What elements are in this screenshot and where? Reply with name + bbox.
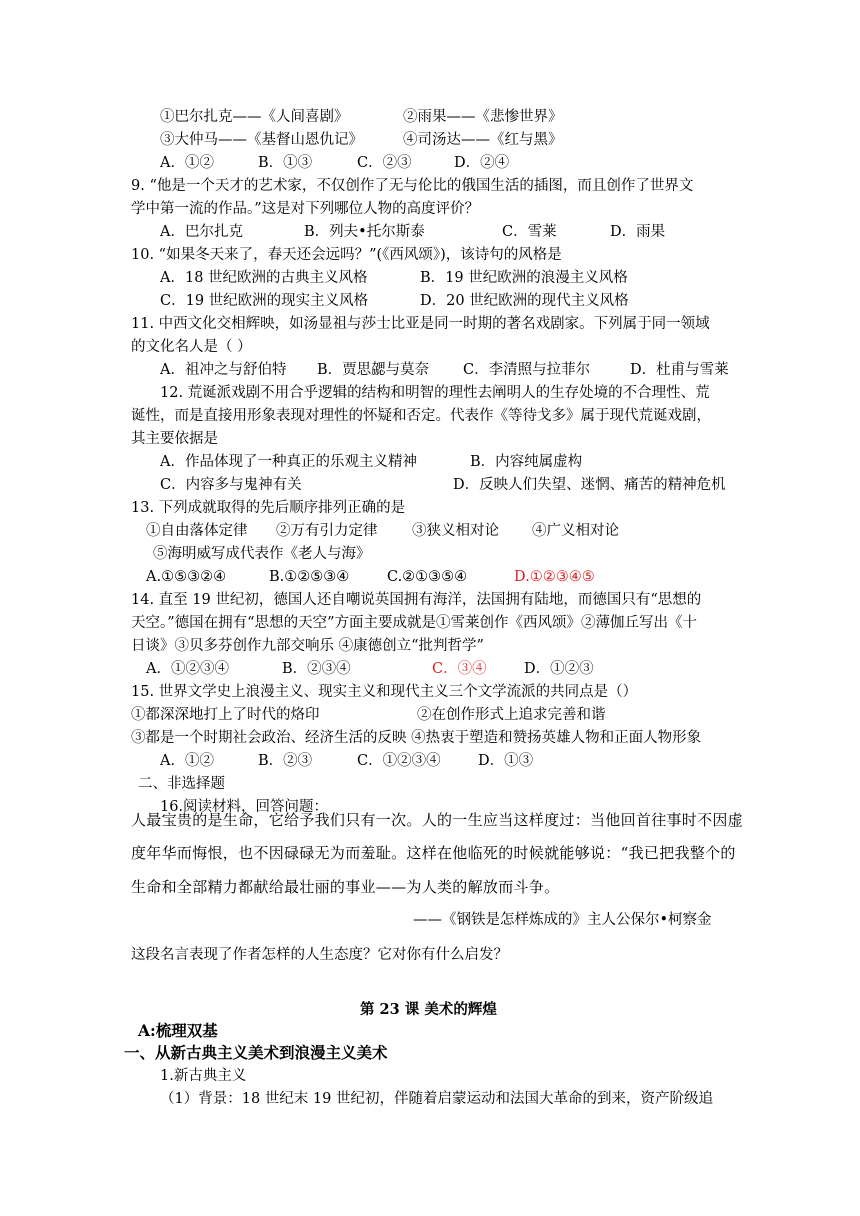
q14-option-c-answer: C．③④: [432, 661, 487, 677]
section-2-heading: 二、非选择题: [138, 776, 225, 792]
q11-option-a: A．祖冲之与舒伯特: [160, 362, 287, 378]
q12-option-b: B．内容纯属虚构: [470, 454, 583, 470]
q13-option-a: A.①⑤③②④: [146, 569, 227, 585]
q10-option-c: C．19 世纪欧洲的现实主义风格: [160, 293, 369, 309]
q13-option-b: B.①②⑤③④: [269, 569, 350, 585]
q13-item-2: ②万有引力定律: [276, 523, 378, 539]
q13-item-1: ①自由落体定律: [146, 523, 248, 539]
q15-option-a: A．①②: [160, 753, 214, 769]
q12-option-a: A．作品体现了一种真正的乐观主义精神: [160, 454, 417, 470]
q14-option-d: D．①②③: [524, 661, 594, 677]
subsection-1-heading: 1.新古典主义: [160, 1068, 247, 1084]
q15-item-2: ②在创作形式上追求完善和谐: [417, 707, 606, 723]
q14-option-b: B．②③④: [282, 661, 351, 677]
q15-option-b: B．②③: [258, 753, 313, 769]
q10-option-a: A．18 世纪欧洲的古典主义风格: [160, 270, 368, 286]
q9-option-b: B．列夫•托尔斯泰: [304, 224, 425, 240]
q9-option-a: A．巴尔扎克: [160, 224, 243, 240]
q11-stem-line-2: 的文化名人是（ ）: [131, 339, 252, 355]
q12-stem-line-3: 其主要依据是: [131, 431, 218, 447]
q8-option-c: C．②③: [357, 155, 412, 171]
q15-stem: 15. 世界文学史上浪漫主义、现实主义和现代主义三个文学流派的共同点是（）: [131, 684, 638, 700]
quote-attribution: ——《钢铁是怎样炼成的》主人公保尔•柯察金: [413, 912, 712, 928]
quote-line-3: 生命和全部精力都献给最壮丽的事业——为人类的解放而斗争。: [131, 878, 560, 896]
q15-item-3-4: ③都是一个时期社会政治、经济生活的反映 ④热衷于塑造和赞扬英雄人物和正面人物形象: [131, 730, 702, 746]
q16-question: 这段名言表现了作者怎样的人生态度？它对你有什么启发？: [131, 947, 508, 963]
part-a-heading: A:梳理双基: [138, 1021, 218, 1040]
q15-item-1: ①都深深地打上了时代的烙印: [131, 707, 320, 723]
q9-option-c: C．雪莱: [502, 224, 557, 240]
q12-stem-line-1: 12. 荒诞派戏剧不用合乎逻辑的结构和明智的理性去阐明人的生存处境的不合理性、荒: [160, 385, 710, 401]
q11-stem-line-1: 11. 中西文化交相辉映，如汤显祖与莎士比亚是同一时期的著名戏剧家。下列属于同一领域: [131, 316, 710, 332]
q8-option-b: B．①③: [258, 155, 313, 171]
q13-option-d-answer: [514, 567, 595, 587]
q8-item-1: ①巴尔扎克——《人间喜剧》: [160, 109, 349, 125]
q12-option-c: C．内容多与鬼神有关: [160, 477, 302, 493]
q9-stem-line-1: 9. “他是一个天才的艺术家，不仅创作了无与伦比的俄国生活的插图，而且创作了世界文: [131, 178, 694, 194]
q10-stem: 10. “如果冬天来了，春天还会远吗？”(《西风颂》)，该诗句的风格是: [131, 247, 562, 263]
q12-stem-line-2: 诞性，而是直接用形象表现对理性的怀疑和否定。代表作《等待戈多》属于现代荒诞戏剧，: [131, 408, 711, 424]
q10-option-b: B．19 世纪欧洲的浪漫主义风格: [420, 270, 628, 286]
q8-item-2: ②雨果——《悲惨世界》: [403, 109, 563, 125]
q14-stem-line-3: 日谈》③贝多芬创作九部交响乐 ④康德创立“批判哲学”: [131, 638, 484, 654]
q14-option-a: A．①②③④: [146, 661, 229, 677]
section-1-heading: 一、从新古典主义美术到浪漫主义美术: [124, 1043, 388, 1062]
q11-option-d: D．杜甫与雪莱: [630, 362, 729, 378]
quote-line-1: 人最宝贵的是生命，它给予我们只有一次。人的一生应当这样度过：当他回首往事时不因虚: [131, 811, 744, 829]
q11-option-c: C．李清照与拉菲尔: [463, 362, 591, 378]
q9-option-d: D．雨果: [610, 224, 666, 240]
q13-item-4: ④广义相对论: [532, 523, 619, 539]
q13-option-d-text: D.①②③④⑤: [514, 569, 595, 585]
q14-stem-line-1: 14. 直至 19 世纪初，德国人还自嘲说英国拥有海洋，法国拥有陆地，而德国只有“思想的: [131, 592, 702, 608]
q15-option-c: C．①②③④: [357, 753, 441, 769]
q13-item-3: ③狭义相对论: [412, 523, 499, 539]
q11-option-b: B．贾思勰与莫奈: [317, 362, 430, 378]
q13-option-c: C.②①③⑤④: [387, 569, 468, 585]
background-paragraph: （1）背景：18 世纪末 19 世纪初，伴随着启蒙运动和法国大革命的到来，资产阶级追: [160, 1091, 713, 1107]
q12-option-d: D．反映人们失望、迷惘、痛苦的精神危机: [453, 477, 726, 493]
q14-stem-line-2: 天空。”德国在拥有“思想的天空”方面主要成就是①雪莱创作《西风颂》②薄伽丘写出《十: [131, 615, 697, 631]
q8-option-d: D．②④: [454, 155, 510, 171]
q13-stem: 13. 下列成就取得的先后顺序排列正确的是: [131, 500, 406, 516]
q8-option-a: A．①②: [160, 155, 214, 171]
quote-line-2: 度年华而悔恨，也不因碌碌无为而羞耻。这样在他临死的时候就能够说：“我已把我整个的: [131, 844, 736, 862]
q10-option-d: D．20 世纪欧洲的现代主义风格: [420, 293, 629, 309]
q13-item-5: ⑤海明威写成代表作《老人与海》: [153, 546, 371, 562]
q15-option-d: D．①③: [478, 753, 534, 769]
lesson-title: 第 23 课 美术的辉煌: [360, 1001, 497, 1018]
q9-stem-line-2: 学中第一流的作品。”这是对下列哪位人物的高度评价？: [131, 201, 480, 217]
q16-stem: 16.阅读材料，回答问题：: [160, 799, 329, 815]
q8-item-4: ④司汤达——《红与黑》: [403, 132, 563, 148]
q8-item-3: ③大仲马——《基督山恩仇记》: [160, 132, 363, 148]
